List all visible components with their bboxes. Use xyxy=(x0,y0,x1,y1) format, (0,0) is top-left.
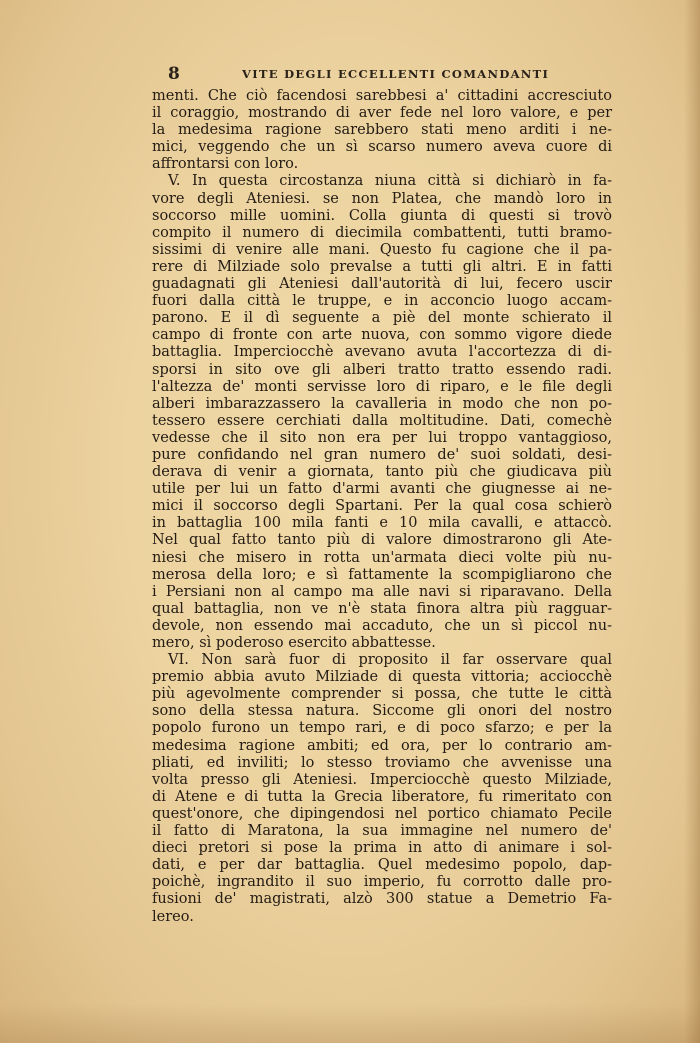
text-line: Nel qual fatto tanto più di valore dimostrarono gli Ate- xyxy=(152,532,612,549)
text-line: pliati, ed inviliti; lo stesso troviamo che avvenisse una xyxy=(152,754,612,771)
text-line: soccorso mille uomini. Colla giunta di questi si trovò xyxy=(152,207,612,224)
text-line: compito il numero di diecimila combattenti, tutti bramo- xyxy=(152,224,612,241)
section-start-line: V. In questa circostanza niuna città si dichiarò in fa- xyxy=(168,173,612,190)
text-line: merosa della loro; e sì fattamente la scompigliarono che xyxy=(152,566,612,583)
page-number: 8 xyxy=(168,64,180,84)
text-line: la medesima ragione sarebbero stati meno arditi i ne- xyxy=(152,122,612,139)
text-line: derava di venir a giornata, tanto più che giudicava più xyxy=(152,464,612,481)
page-header xyxy=(168,64,608,88)
text-line: qual battaglia, non ve n'è stata finora altra più ragguar- xyxy=(152,600,612,617)
text-line: premio abbia avuto Milziade di questa vittoria; acciocchè xyxy=(152,669,612,686)
text-line: dieci pretori si pose la prima in atto di animare i sol- xyxy=(152,840,612,857)
text-line: sono della stessa natura. Siccome gli onori del nostro xyxy=(152,703,612,720)
text-line: dati, e per dar battaglia. Quel medesimo popolo, dap- xyxy=(152,857,612,874)
text-line: sporsi in sito ove gli alberi tratto tratto essendo radi. xyxy=(152,361,612,378)
text-line: sissimi di venire alle mani. Questo fu cagione che il pa- xyxy=(152,241,612,258)
text-line: utile per lui un fatto d'armi avanti che giugnesse ai ne- xyxy=(152,481,612,498)
page-bottom-shadow xyxy=(0,1003,700,1043)
text-line: medesima ragione ambiti; ed ora, per lo contrario am- xyxy=(152,737,612,754)
text-line: il fatto di Maratona, la sua immagine nel numero de' xyxy=(152,823,612,840)
text-line: fuori dalla città le truppe, e in acconcio luogo accam- xyxy=(152,293,612,310)
text-line: vedesse che il sito non era per lui troppo vantaggioso, xyxy=(152,429,612,446)
text-line: rere di Milziade solo prevalse a tutti gli altri. E in fatti xyxy=(152,258,612,275)
page-edge-shadow xyxy=(684,0,700,1043)
text-line: in battaglia 100 mila fanti e 10 mila cavalli, e attaccò. xyxy=(152,515,612,532)
text-line: vore degli Ateniesi. se non Platea, che mandò loro in xyxy=(152,190,612,207)
text-line: devole, non essendo mai accaduto, che un sì piccol nu- xyxy=(152,617,612,634)
text-line: volta presso gli Ateniesi. Imperciocchè questo Milziade, xyxy=(152,771,612,788)
text-line: parono. E il dì seguente a piè del monte schierato il xyxy=(152,310,612,327)
text-line: battaglia. Imperciocchè avevano avuta l'accortezza di di- xyxy=(152,344,612,361)
section-start-line: VI. Non sarà fuor di proposito il far osservare qual xyxy=(168,652,612,669)
running-title: VITE DEGLI ECCELLENTI COMANDANTI xyxy=(242,67,550,81)
text-line: poichè, ingrandito il suo imperio, fu corrotto dalle pro- xyxy=(152,874,612,891)
text-line: più agevolmente comprender si possa, che tutte le città xyxy=(152,686,612,703)
text-line: fusioni de' magistrati, alzò 300 statue a Demetrio Fa- xyxy=(152,891,612,908)
text-line: lereo. xyxy=(152,908,194,925)
text-line: guadagnati gli Ateniesi dall'autorità di lui, fecero uscir xyxy=(152,276,612,293)
text-line: l'altezza de' monti servisse loro di riparo, e le file degli xyxy=(152,378,612,395)
text-line: di Atene e di tutta la Grecia liberatore, fu rimeritato con xyxy=(152,788,612,805)
text-line: pure confidando nel gran numero de' suoi soldati, desi- xyxy=(152,446,612,463)
text-line: menti. Che ciò facendosi sarebbesi a' cittadini accresciuto xyxy=(152,88,612,104)
text-line: tessero essere cerchiati dalla moltitudine. Dati, comechè xyxy=(152,412,612,429)
text-line: popolo furono un tempo rari, e di poco sfarzo; e per la xyxy=(152,720,612,737)
text-line: affrontarsi con loro. xyxy=(152,156,299,173)
text-line: alberi imbarazzassero la cavalleria in modo che non po- xyxy=(152,395,612,412)
text-line: il coraggio, mostrando di aver fede nel loro valore, e per xyxy=(152,105,612,122)
text-line: mici, veggendo che un sì scarso numero aveva cuore di xyxy=(152,139,612,156)
body-text xyxy=(152,88,612,926)
text-line: campo di fronte con arte nuova, con sommo vigore diede xyxy=(152,327,612,344)
text-line: mero, sì poderoso esercito abbattesse. xyxy=(152,635,436,651)
text-line: mici il soccorso degli Spartani. Per la qual cosa schierò xyxy=(152,498,612,515)
text-line: i Persiani non al campo ma alle navi si riparavano. Della xyxy=(152,583,612,600)
text-line: niesi che misero in rotta un'armata dieci volte più nu- xyxy=(152,549,612,566)
text-line: quest'onore, che dipingendosi nel portico chiamato Pecile xyxy=(152,805,612,822)
